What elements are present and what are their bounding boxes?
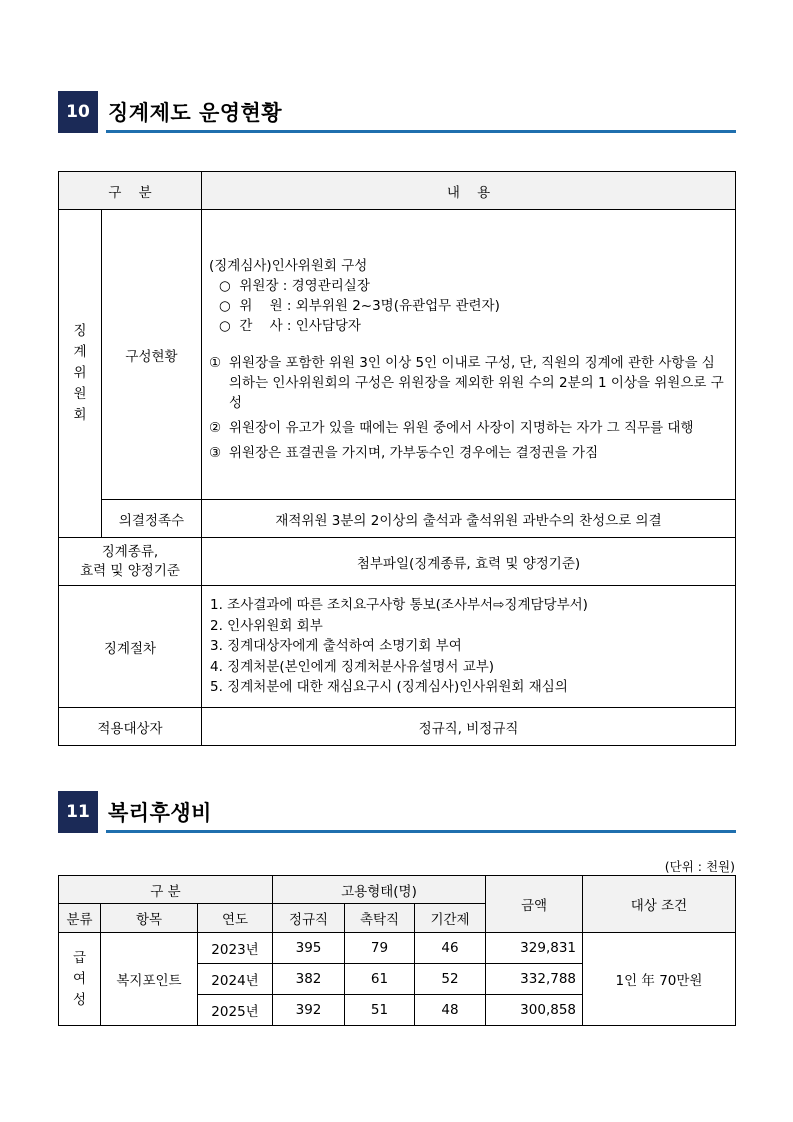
procedure-label: 징계절차 — [59, 586, 202, 708]
section-10-underline — [106, 130, 736, 133]
fixed-term-cell: 48 — [415, 995, 486, 1026]
composition-row — [59, 210, 736, 500]
section-11-number: 11 — [58, 791, 98, 833]
header-category: 구 분 — [59, 876, 273, 904]
welfare-table — [58, 875, 736, 1026]
header-year: 연도 — [198, 904, 273, 933]
year-cell: 2024년 — [198, 964, 273, 995]
procedure-steps — [202, 586, 736, 708]
quorum-row — [59, 500, 736, 538]
discipline-table-header — [59, 172, 736, 210]
section-10-header — [58, 91, 736, 133]
amount-cell: 332,788 — [486, 964, 583, 995]
types-row — [59, 538, 736, 586]
regular-cell: 382 — [273, 964, 345, 995]
procedure-step: 1. 조사결과에 따른 조치요구사항 통보(조사부서⇨징계담당부서) — [210, 597, 588, 614]
header-employment: 고용형태(명) — [273, 876, 486, 904]
section-11-title: 복리후생비 — [108, 801, 212, 825]
header-regular: 정규직 — [273, 904, 345, 933]
header-content: 내 용 — [202, 172, 736, 210]
quorum-value: 재적위원 3분의 2이상의 출석과 출석위원 과반수의 찬성으로 의결 — [202, 500, 736, 538]
contract-cell: 51 — [345, 995, 415, 1026]
type-label: 급 여 성 — [59, 933, 101, 1026]
welfare-header-row-1 — [59, 876, 736, 904]
item-label: 복지포인트 — [101, 933, 198, 1026]
types-label: 징계종류, 효력 및 양정기준 — [59, 538, 202, 586]
header-contract: 촉탁직 — [345, 904, 415, 933]
circled-number-2: ② — [209, 420, 222, 436]
composition-item-chair: ○ 위원장 : 경영관리실장 — [219, 278, 370, 294]
quorum-label: 의결정족수 — [102, 500, 202, 538]
composition-title: (징계심사)인사위원회 구성 — [209, 258, 368, 274]
target-label: 적용대상자 — [59, 708, 202, 746]
composition-item-secretary: ○ 간 사 : 인사담당자 — [219, 318, 361, 334]
unit-label: (단위 : 천원) — [664, 859, 735, 874]
year-cell: 2023년 — [198, 933, 273, 964]
target-row — [59, 708, 736, 746]
header-type: 분류 — [59, 904, 101, 933]
contract-cell: 79 — [345, 933, 415, 964]
amount-cell: 300,858 — [486, 995, 583, 1026]
regular-cell: 392 — [273, 995, 345, 1026]
fixed-term-cell: 52 — [415, 964, 486, 995]
composition-rule-2: ② 위원장이 유고가 있을 때에는 위원 중에서 사장이 지명하는 자가 그 직무를 대행 — [209, 420, 694, 436]
year-cell: 2025년 — [198, 995, 273, 1026]
target-value: 정규직, 비정규직 — [202, 708, 736, 746]
circled-number-3: ③ — [209, 445, 222, 461]
section-11-header — [58, 791, 736, 833]
section-11-underline — [106, 830, 736, 833]
procedure-step: 4. 징계처분(본인에게 징계처분사유설명서 교부) — [210, 658, 495, 675]
contract-cell: 61 — [345, 964, 415, 995]
composition-rule-3: ③ 위원장은 표결권을 가지며, 가부동수인 경우에는 결정권을 가짐 — [209, 445, 599, 461]
procedure-step: 5. 징계처분에 대한 재심요구시 (징계심사)인사위원회 재심의 — [210, 679, 568, 696]
header-condition: 대상 조건 — [583, 876, 736, 933]
regular-cell: 395 — [273, 933, 345, 964]
header-fixed-term: 기간제 — [415, 904, 486, 933]
composition-rule-1: ① 위원장을 포함한 위원 3인 이상 5인 이내로 구성, 단, 직원의 징계에 관한 사항을 심의하는 인사위원회의 구성은 위원장을 제외한 위원 수의 2분의 1 이상을 위원으로 구성 — [209, 355, 724, 411]
header-amount: 금액 — [486, 876, 583, 933]
fixed-term-cell: 46 — [415, 933, 486, 964]
composition-label: 구성현황 — [102, 210, 202, 500]
condition-value: 1인 年 70만원 — [583, 933, 736, 1026]
header-item: 항목 — [101, 904, 198, 933]
amount-cell: 329,831 — [486, 933, 583, 964]
procedure-row — [59, 586, 736, 708]
composition-item-members: ○ 위 원 : 외부위원 2~3명(유관업무 관련자) — [219, 298, 500, 314]
section-10-title: 징계제도 운영현황 — [108, 101, 283, 125]
section-10-number: 10 — [58, 91, 98, 133]
types-value: 첨부파일(징계종류, 효력 및 양정기준) — [202, 538, 736, 586]
composition-content — [202, 210, 736, 500]
header-category: 구 분 — [59, 172, 202, 210]
table-row — [59, 933, 736, 964]
circled-number-1: ① — [209, 355, 222, 371]
discipline-table — [58, 171, 736, 746]
procedure-step: 2. 인사위원회 회부 — [210, 617, 323, 634]
committee-label: 징 계 위 원 회 — [59, 210, 102, 538]
procedure-step: 3. 징계대상자에게 출석하여 소명기회 부여 — [210, 638, 462, 655]
